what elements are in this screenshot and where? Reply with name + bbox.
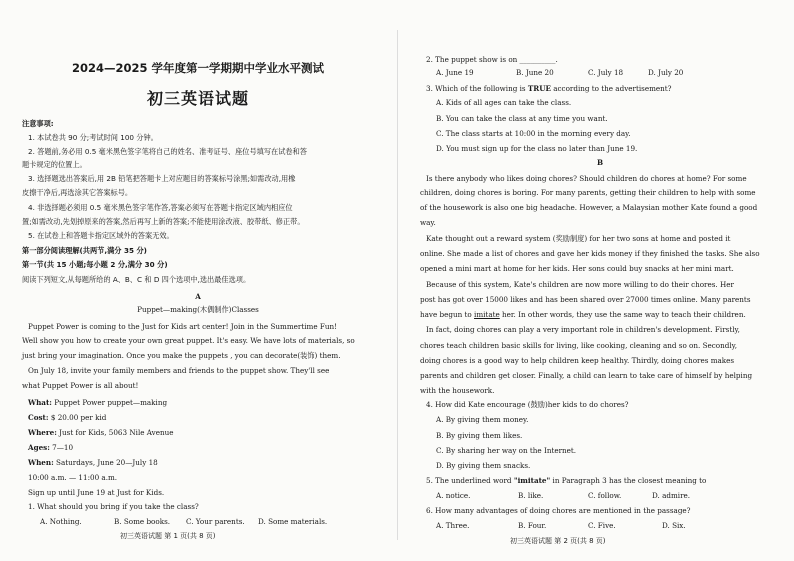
page-footer: 初三英语试题 第 2 页(共 8 页) xyxy=(510,537,606,545)
info-cost: Cost: $ 20.00 per kid xyxy=(28,413,107,422)
q3-stem: 3. Which of the following is TRUE according to the advertisement? xyxy=(426,84,672,93)
notice-line: 5. 在试卷上和答题卡指定区域外的答案无效。 xyxy=(28,231,174,240)
passage-b-line: doing chores is a good way to help children keep healthy. Thirdly, doing chores makes xyxy=(420,356,735,365)
exam-title: 2024—2025 学年度第一学期期中学业水平测试 xyxy=(71,61,324,75)
q2-option-a[interactable]: A. June 19 xyxy=(436,68,474,77)
page-divider xyxy=(397,30,398,540)
passage-a-line: just bring your imagination. Once you make the puppets , you can decorate(装饰) them. xyxy=(22,351,341,360)
passage-b-line: chores teach children basic skills for living, like cooking, cleaning and so on. Secondly, xyxy=(420,341,738,350)
q2-stem: 2. The puppet show is on __________. xyxy=(426,55,558,64)
q2-option-c[interactable]: C. July 18 xyxy=(588,68,624,77)
passage-a-line: what Puppet Power is all about! xyxy=(22,381,139,390)
subject-title: 初三英语试题 xyxy=(146,89,249,108)
instruction: 阅读下列短文,从每题所给的 A、B、C 和 D 四个选项中,选出最佳选项。 xyxy=(22,275,251,284)
signup-line: Sign up until June 19 at Just for Kids. xyxy=(28,488,165,497)
q5-stem: 5. The underlined word "imitate" in Paragraph 3 has the closest meaning to xyxy=(426,476,707,485)
notice-line: 皮擦干净后,再选涂其它答案标号。 xyxy=(22,188,133,197)
info-what: What: Puppet Power puppet—making xyxy=(28,398,168,407)
notice-line: 3. 选择题选出答案后,用 2B 铅笔把答题卡上对应题目的答案标号涂黑;如需改动,用橡 xyxy=(28,174,296,183)
q2-option-b[interactable]: B. June 20 xyxy=(516,68,554,77)
passage-b-line: way. xyxy=(420,218,436,227)
section-heading: 第一节(共 15 小题;每小题 2 分,满分 30 分) xyxy=(22,260,168,269)
passage-b-line: with the housework. xyxy=(420,386,495,395)
q1-option-c[interactable]: C. Your parents. xyxy=(186,517,245,526)
notice-heading: 注意事项: xyxy=(22,119,54,128)
passage-b-line: In fact, doing chores can play a very important role in children's development. Firstly, xyxy=(426,325,740,334)
q3-option-c[interactable]: C. The class starts at 10:00 in the morning every day. xyxy=(436,129,631,138)
notice-line: 1. 本试卷共 90 分;考试时间 100 分钟。 xyxy=(28,133,158,142)
q4-stem: 4. How did Kate encourage (鼓励)her kids to do chores? xyxy=(426,400,629,409)
passage-b-line: parents and children get closer. Finally, a child can learn to take care of himself by helping xyxy=(420,371,753,380)
info-time: 10:00 a.m. — 11:00 a.m. xyxy=(28,473,118,482)
info-where: Where: Just for Kids, 5063 Nile Avenue xyxy=(28,428,174,437)
q4-option-a[interactable]: A. By giving them money. xyxy=(436,415,529,424)
q1-stem: 1. What should you bring if you take the class? xyxy=(28,502,199,511)
q6-option-a[interactable]: A. Three. xyxy=(436,521,470,530)
q1-option-a[interactable]: A. Nothing. xyxy=(40,517,82,526)
info-when: When: Saturdays, June 20—July 18 xyxy=(28,458,158,467)
passage-b-imitate-line: have begun to imitate her. In other words, they use the same way to teach their children. xyxy=(420,310,746,319)
q3-option-a[interactable]: A. Kids of all ages can take the class. xyxy=(436,98,572,107)
part-heading: 第一部分阅读理解(共两节,满分 35 分) xyxy=(22,246,147,255)
q6-stem: 6. How many advantages of doing chores are mentioned in the passage? xyxy=(426,506,691,515)
notice-line: 2. 答题前,务必用 0.5 毫米黑色签字笔将自己的姓名、准考证号、座位号填写在试卷和答 xyxy=(28,147,307,156)
q1-option-d[interactable]: D. Some materials. xyxy=(258,517,328,526)
passage-b-line: post has got over 15000 likes and has been shared over 27000 times online. Many parents xyxy=(420,295,751,304)
info-ages: Ages: 7—10 xyxy=(28,443,74,452)
passage-b-line: of the housework is also one big headache. However, a Malaysian mother Kate found a good xyxy=(420,203,758,212)
passage-a-line: Well show you how to create your own great puppet. It's easy. We have lots of materials, so xyxy=(22,336,355,345)
passage-b-line: Because of this system, Kate's children are now more willing to do their chores. Her xyxy=(426,280,734,289)
passage-b-line: Kate thought out a reward system (奖励制度) for her two sons at home and posted it xyxy=(426,234,731,243)
q6-option-d[interactable]: D. Six. xyxy=(662,521,686,530)
passage-b-label: B xyxy=(596,158,604,167)
passage-a-line: Puppet Power is coming to the Just for Kids art center! Join in the Summertime Fun! xyxy=(28,322,338,331)
passage-b-line: Is there anybody who likes doing chores? Should children do chores at home? For some xyxy=(426,174,747,183)
q5-option-d[interactable]: D. admire. xyxy=(652,491,691,500)
q5-option-c[interactable]: C. follow. xyxy=(588,491,622,500)
q4-option-b[interactable]: B. By giving them likes. xyxy=(436,431,523,440)
q5-option-b[interactable]: B. like. xyxy=(518,491,544,500)
passage-a-label: A xyxy=(195,292,201,301)
passage-b-line: online. She made a list of chores and gave her kids money if they finished the tasks. She also xyxy=(420,249,760,258)
notice-line: 题卡规定的位置上。 xyxy=(22,160,87,169)
passage-a-title: Puppet—making(木偶制作)Classes xyxy=(137,305,259,314)
imitate-underlined: imitate xyxy=(474,310,500,319)
page-footer: 初三英语试题 第 1 页(共 8 页) xyxy=(120,532,216,540)
q6-option-b[interactable]: B. Four. xyxy=(518,521,547,530)
q3-option-d[interactable]: D. You must sign up for the class no later than June 19. xyxy=(436,144,638,153)
q6-option-c[interactable]: C. Five. xyxy=(588,521,616,530)
q3-option-b[interactable]: B. You can take the class at any time you want. xyxy=(436,114,608,123)
notice-line: 4. 非选择题必须用 0.5 毫米黑色签字笔作答,答案必须写在答题卡指定区域内相应位 xyxy=(28,203,293,212)
passage-b-line: children, doing chores is boring. For many parents, getting their children to help with some xyxy=(420,188,756,197)
notice-line: 置;如需改动,先划掉原来的答案,然后再写上新的答案;不能使用涂改液、胶带纸、修正带。 xyxy=(22,217,305,226)
q4-option-c[interactable]: C. By sharing her way on the Internet. xyxy=(436,446,577,455)
q5-option-a[interactable]: A. notice. xyxy=(436,491,471,500)
q4-option-d[interactable]: D. By giving them snacks. xyxy=(436,461,531,470)
q2-option-d[interactable]: D. July 20 xyxy=(648,68,684,77)
passage-a-line: On July 18, invite your family members and friends to the puppet show. They'll see xyxy=(28,366,330,375)
passage-b-line: opened a mini mart at home for her kids. Her sons could buy snacks at her mini mart. xyxy=(420,264,734,273)
q1-option-b[interactable]: B. Some books. xyxy=(114,517,171,526)
